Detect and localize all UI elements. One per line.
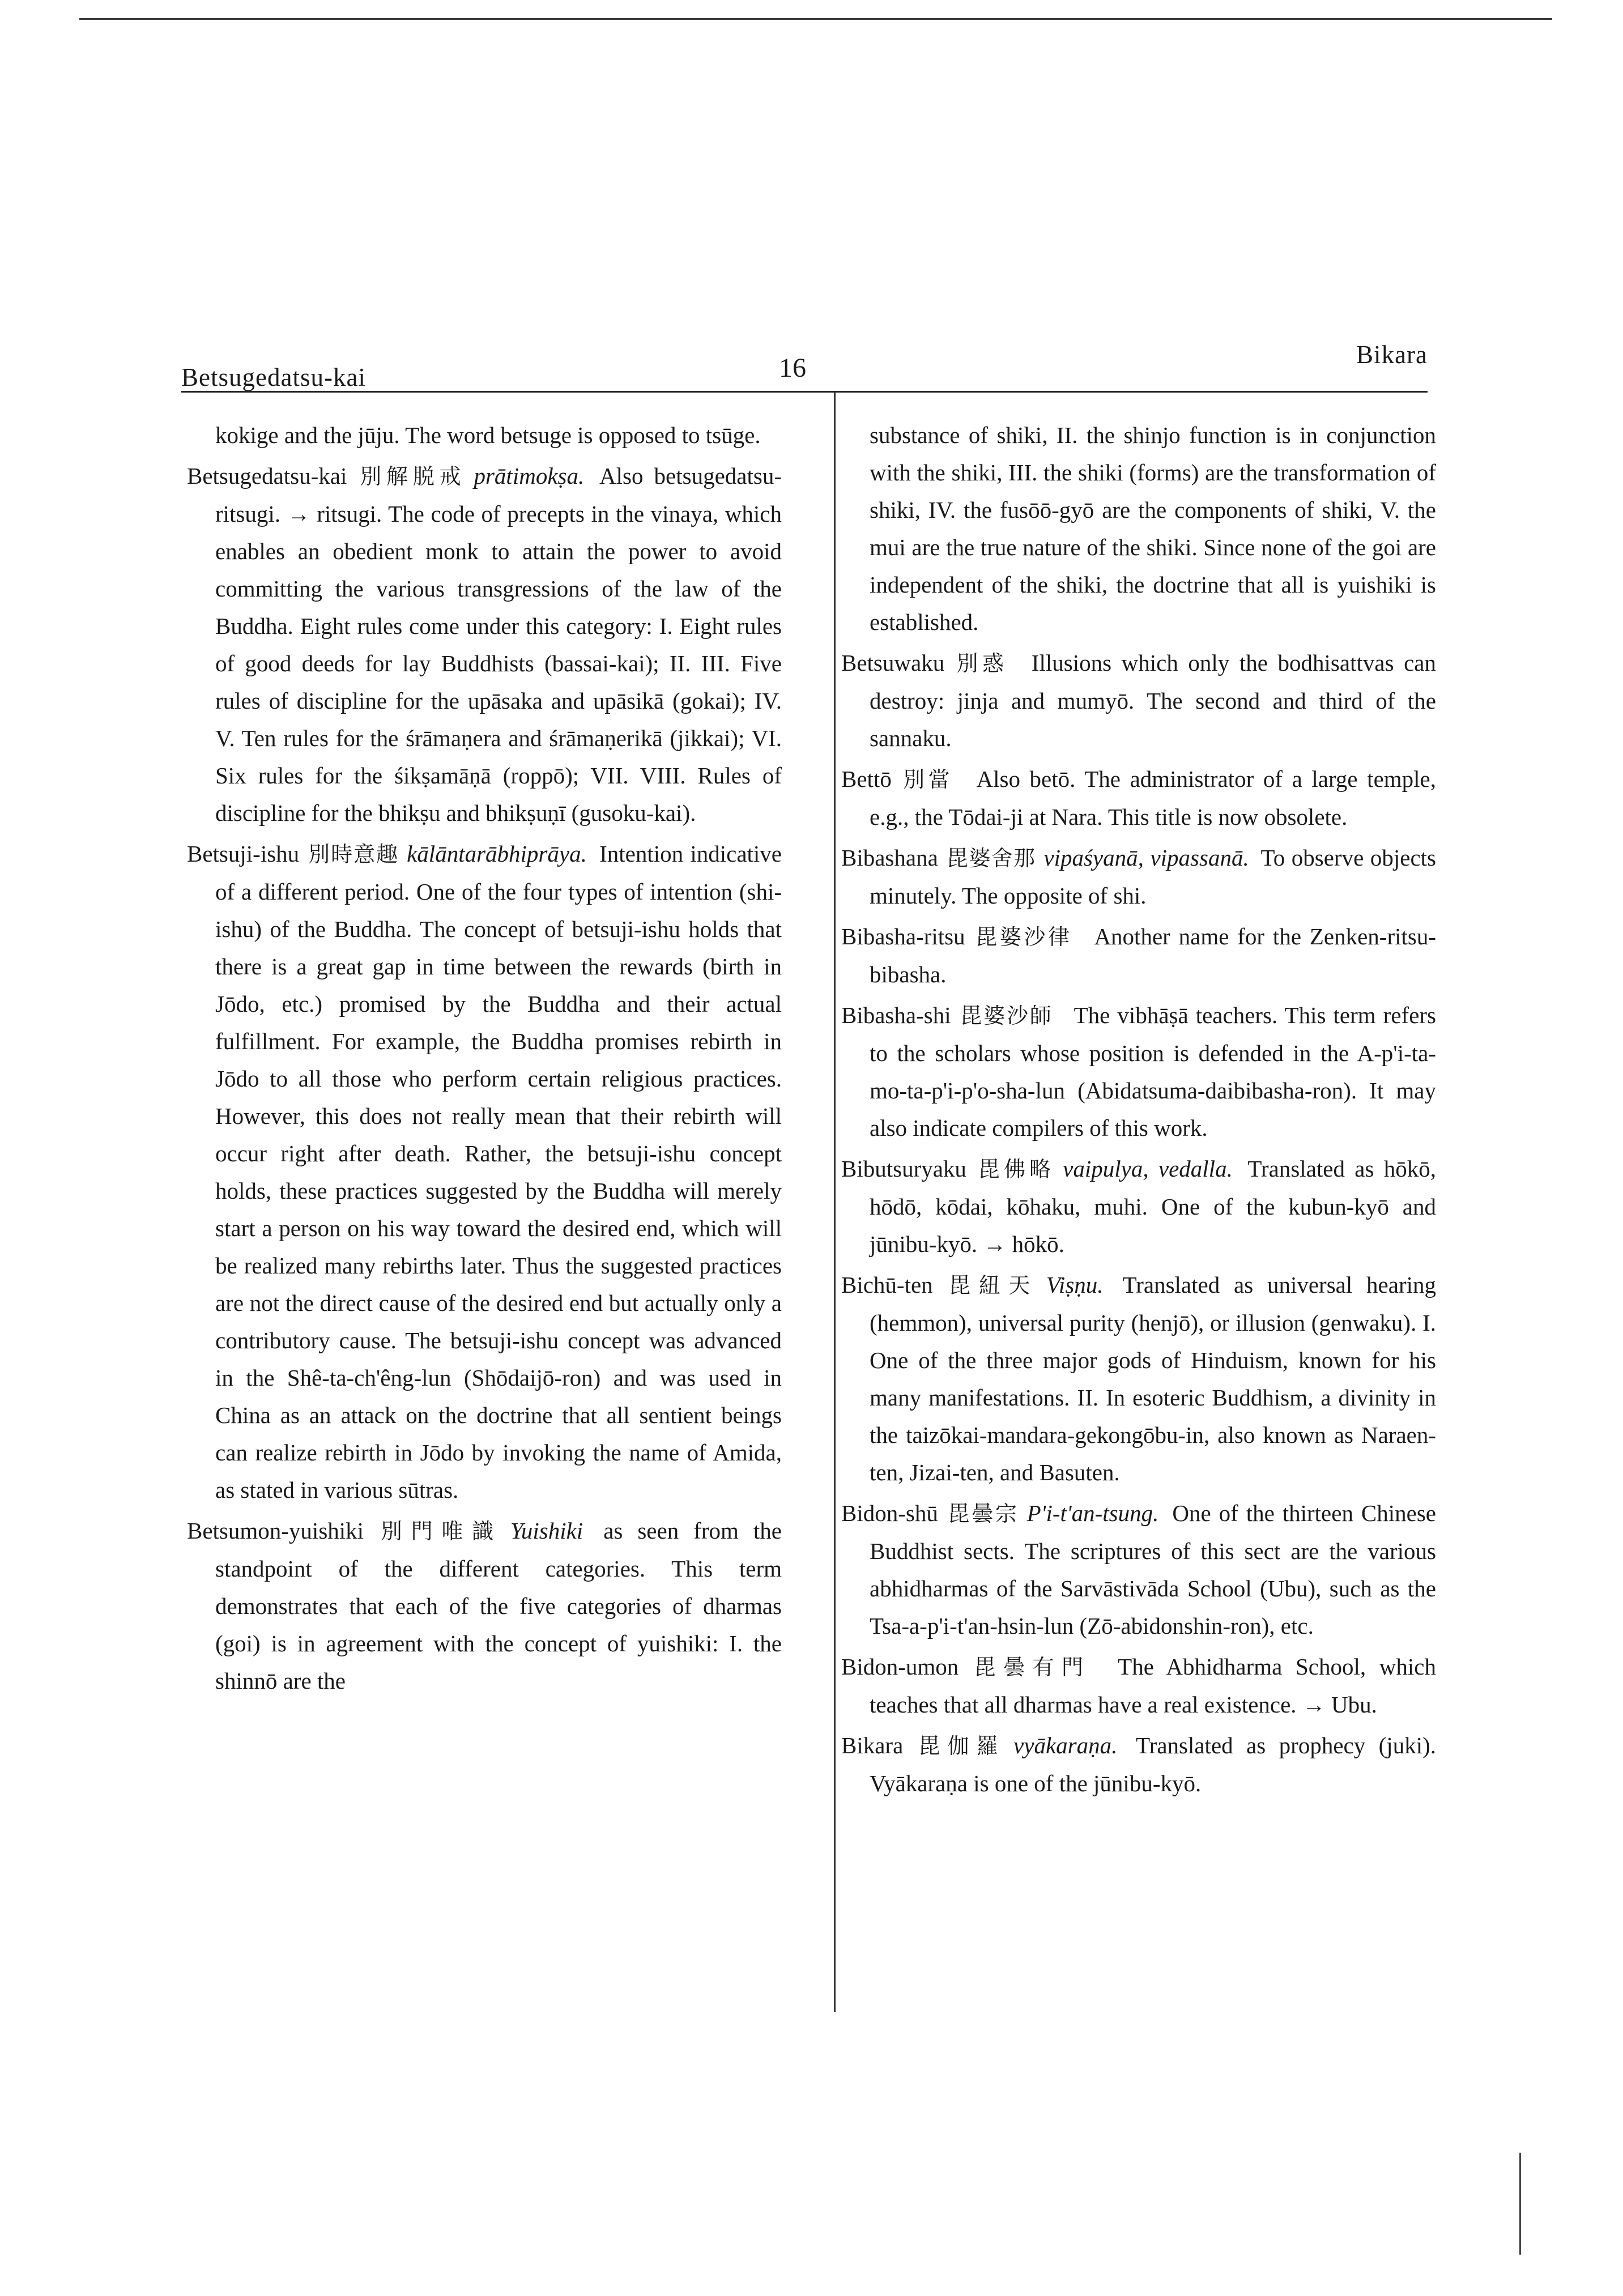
entry-definition: Another name for the Zenken-ritsu-bibasha.: [870, 923, 1436, 987]
entry-definition: as seen from the standpoint of the different categories. This term demonstrates that each of the five categories of dharmas (goi) is in agreement with the concept of yuishiki: I. the shinnō are the: [215, 1518, 782, 1694]
entry-sanskrit: Yuishiki: [510, 1518, 583, 1544]
entry-kanji: 別當: [899, 767, 953, 792]
dictionary-entry: [187, 835, 782, 1509]
entry-term: Bibashana: [841, 845, 938, 871]
header-rule: [181, 391, 1428, 393]
entry-kanji: 毘伽羅: [911, 1733, 1006, 1758]
entry-kanji: 別解脱戒: [355, 464, 466, 489]
column-divider: [834, 392, 836, 2012]
entry-definition: Also betsugedatsu-ritsugi. → ritsugi. The code of precepts in the vinaya, which enables an obedient monk to attain the power to avoid committing the various transgressions of the law of the Buddha. Eight rules come under this category: I. Eight rules of good deeds for lay Buddhists (bassai-kai); II. III. Five rules of discipline for the upāsaka and upāsikā (gokai); IV. V. Ten rules for the śrāmaṇera and śrāmaṇerikā (jikkai); VI. Six rules for the śikṣamāṇā (roppō); VII. VIII. Rules of discipline for the bhikṣu and bhikṣuṇī (gusoku-kai).: [215, 463, 782, 826]
dictionary-entry: [841, 839, 1436, 914]
entry-kanji: 毘婆舍那: [945, 846, 1036, 871]
dictionary-entry: [841, 1266, 1436, 1491]
dictionary-entry: [841, 1648, 1436, 1723]
entry-sanskrit: prātimokṣa.: [474, 463, 585, 489]
entry-definition: One of the thirteen Chinese Buddhist sects. The scriptures of this sect are the various abhidharmas of the Sarvāstivāda School (Ubu), such as the Tsa-a-p'i-t'an-hsin-lun (Zō-abidonshin-ron), etc.: [870, 1500, 1436, 1639]
entry-term: Bibutsuryaku: [841, 1156, 966, 1182]
entry-term: Betsuji-ishu: [187, 841, 300, 867]
entry-definition: Intention indicative of a different period. One of the four types of intention (shi-ishu) of the Buddha. The concept of betsuji-ishu holds that there is a great gap in time between the rewards (birth in Jōdo, etc.) promised by the Buddha and their actual fulfillment. For example, the Buddha promises rebirth in Jōdo to all those who perform certain religious practices. However, this does not really mean that their rebirth will occur right after death. Rather, the betsuji-ishu concept holds, these practices suggested by the Buddha will merely start a person on his way toward the desired end, which will be realized many rebirths later. Thus the suggested practices are not the direct cause of the desired end but actually only a contributory cause. The betsuji-ishu concept was advanced in the Shê-ta-ch'êng-lun (Shōdaijō-ron) and was used in China as an attack on the doctrine that all sentient beings can realize rebirth in Jōdo by invoking the name of Amida, as stated in various sūtras.: [215, 841, 782, 1503]
dictionary-entry: [841, 644, 1436, 757]
entry-definition: Translated as universal hearing (hemmon), universal purity (henjō), or illusion (genwaku). I. One of the three major gods of Hinduism, known for his many manifestations. II. In esoteric Buddhism, a divinity in the taizōkai-mandara-gekongōbu-in, also known as Naraen-ten, Jizai-ten, and Basuten.: [870, 1272, 1436, 1485]
entry-definition: Illusions which only the bodhisattvas can destroy: jinja and mumyō. The second and third of the sannaku.: [870, 650, 1436, 751]
dictionary-entry: [841, 1727, 1436, 1802]
entry-kanji: 毘婆沙師: [959, 1003, 1053, 1028]
right-column: [841, 416, 1436, 1805]
running-head-left: Betsugedatsu-kai: [181, 363, 366, 391]
entry-definition: The Abhidharma School, which teaches that all dharmas have a real existence. → Ubu.: [870, 1654, 1436, 1718]
running-head-right: Bikara: [1356, 340, 1428, 369]
top-scan-rule: [79, 18, 1552, 20]
entry-definition: Translated as prophecy (juki). Vyākaraṇa is one of the jūnibu-kyō.: [870, 1732, 1436, 1796]
entry-term: Bibasha-shi: [841, 1002, 951, 1028]
entry-term: Betsumon-yuishiki: [187, 1518, 364, 1544]
entry-kanji: 別惑: [952, 651, 1008, 676]
entry-definition: The vibhāṣā teachers. This term refers to the scholars whose position is defended in the A-p'i-ta-mo-ta-p'i-p'o-sha-lun (Abidatsuma-daibibasha-ron). It may also indicate compilers of this work.: [870, 1002, 1436, 1141]
entry-sanskrit: P'i-t'an-tsung.: [1026, 1500, 1159, 1526]
dictionary-entry: [841, 996, 1436, 1147]
entry-term: Bichū-ten: [841, 1272, 933, 1298]
dictionary-entry: [187, 1512, 782, 1699]
dictionary-entry: [841, 918, 1436, 993]
entry-term: Betsuwaku: [841, 650, 945, 676]
entry-sanskrit: vipaśyanā, vipassanā.: [1043, 845, 1249, 871]
entry-kanji: 毘曇有門: [966, 1655, 1091, 1680]
entry-kanji: 別時意趣: [307, 842, 399, 867]
entry-sanskrit: vaipulya, vedalla.: [1063, 1156, 1233, 1182]
entry-definition: To observe objects minutely. The opposite of shi.: [870, 845, 1436, 909]
entry-term: Bettō: [841, 766, 892, 792]
entry-term: Bidon-shū: [841, 1500, 938, 1526]
page-header: [181, 340, 1428, 391]
dictionary-entry: [841, 1150, 1436, 1263]
left-column: [187, 416, 782, 1703]
page-number: 16: [779, 353, 806, 383]
continuation-text: kokige and the jūju. The word betsuge is opposed to tsūge.: [215, 422, 761, 448]
entry-sanskrit: vyākaraṇa.: [1013, 1732, 1118, 1758]
dictionary-entry: [187, 457, 782, 832]
dictionary-entry: [841, 1494, 1436, 1645]
continuation-text: substance of shiki, II. the shinjo function is in conjunction with the shiki, III. the shiki (forms) are the transformation of shiki, IV. the fusōō-gyō are the components of shiki, V. the mui are the true nature of the shiki. Since none of the goi are independent of the shiki, the doctrine that all is yuishiki is established.: [870, 422, 1436, 635]
entry-kanji: 毘佛略: [974, 1157, 1055, 1182]
scan-margin-mark: [1519, 2153, 1521, 2255]
entry-term: Bidon-umon: [841, 1654, 959, 1680]
entry-term: Betsugedatsu-kai: [187, 463, 347, 489]
entry-kanji: 毘婆沙律: [973, 925, 1072, 949]
entry-sanskrit: kālāntarābhiprāya.: [407, 841, 587, 867]
entry-kanji: 別門唯識: [372, 1519, 502, 1544]
entry-term: Bikara: [841, 1732, 904, 1758]
entry-kanji: 毘曇宗: [945, 1501, 1019, 1526]
entry-term: Bibasha-ritsu: [841, 923, 965, 949]
entry-definition: Translated as hōkō, hōdō, kōdai, kōhaku, muhi. One of the kubun-kyō and jūnibu-kyō. → hōkō.: [870, 1156, 1436, 1257]
entry-kanji: 毘紐天: [940, 1273, 1038, 1298]
dictionary-entry: [841, 760, 1436, 836]
entry-sanskrit: Viṣṇu.: [1046, 1272, 1104, 1298]
entry-definition: Also betō. The administrator of a large temple, e.g., the Tōdai-ji at Nara. This title is now obsolete.: [870, 766, 1436, 830]
